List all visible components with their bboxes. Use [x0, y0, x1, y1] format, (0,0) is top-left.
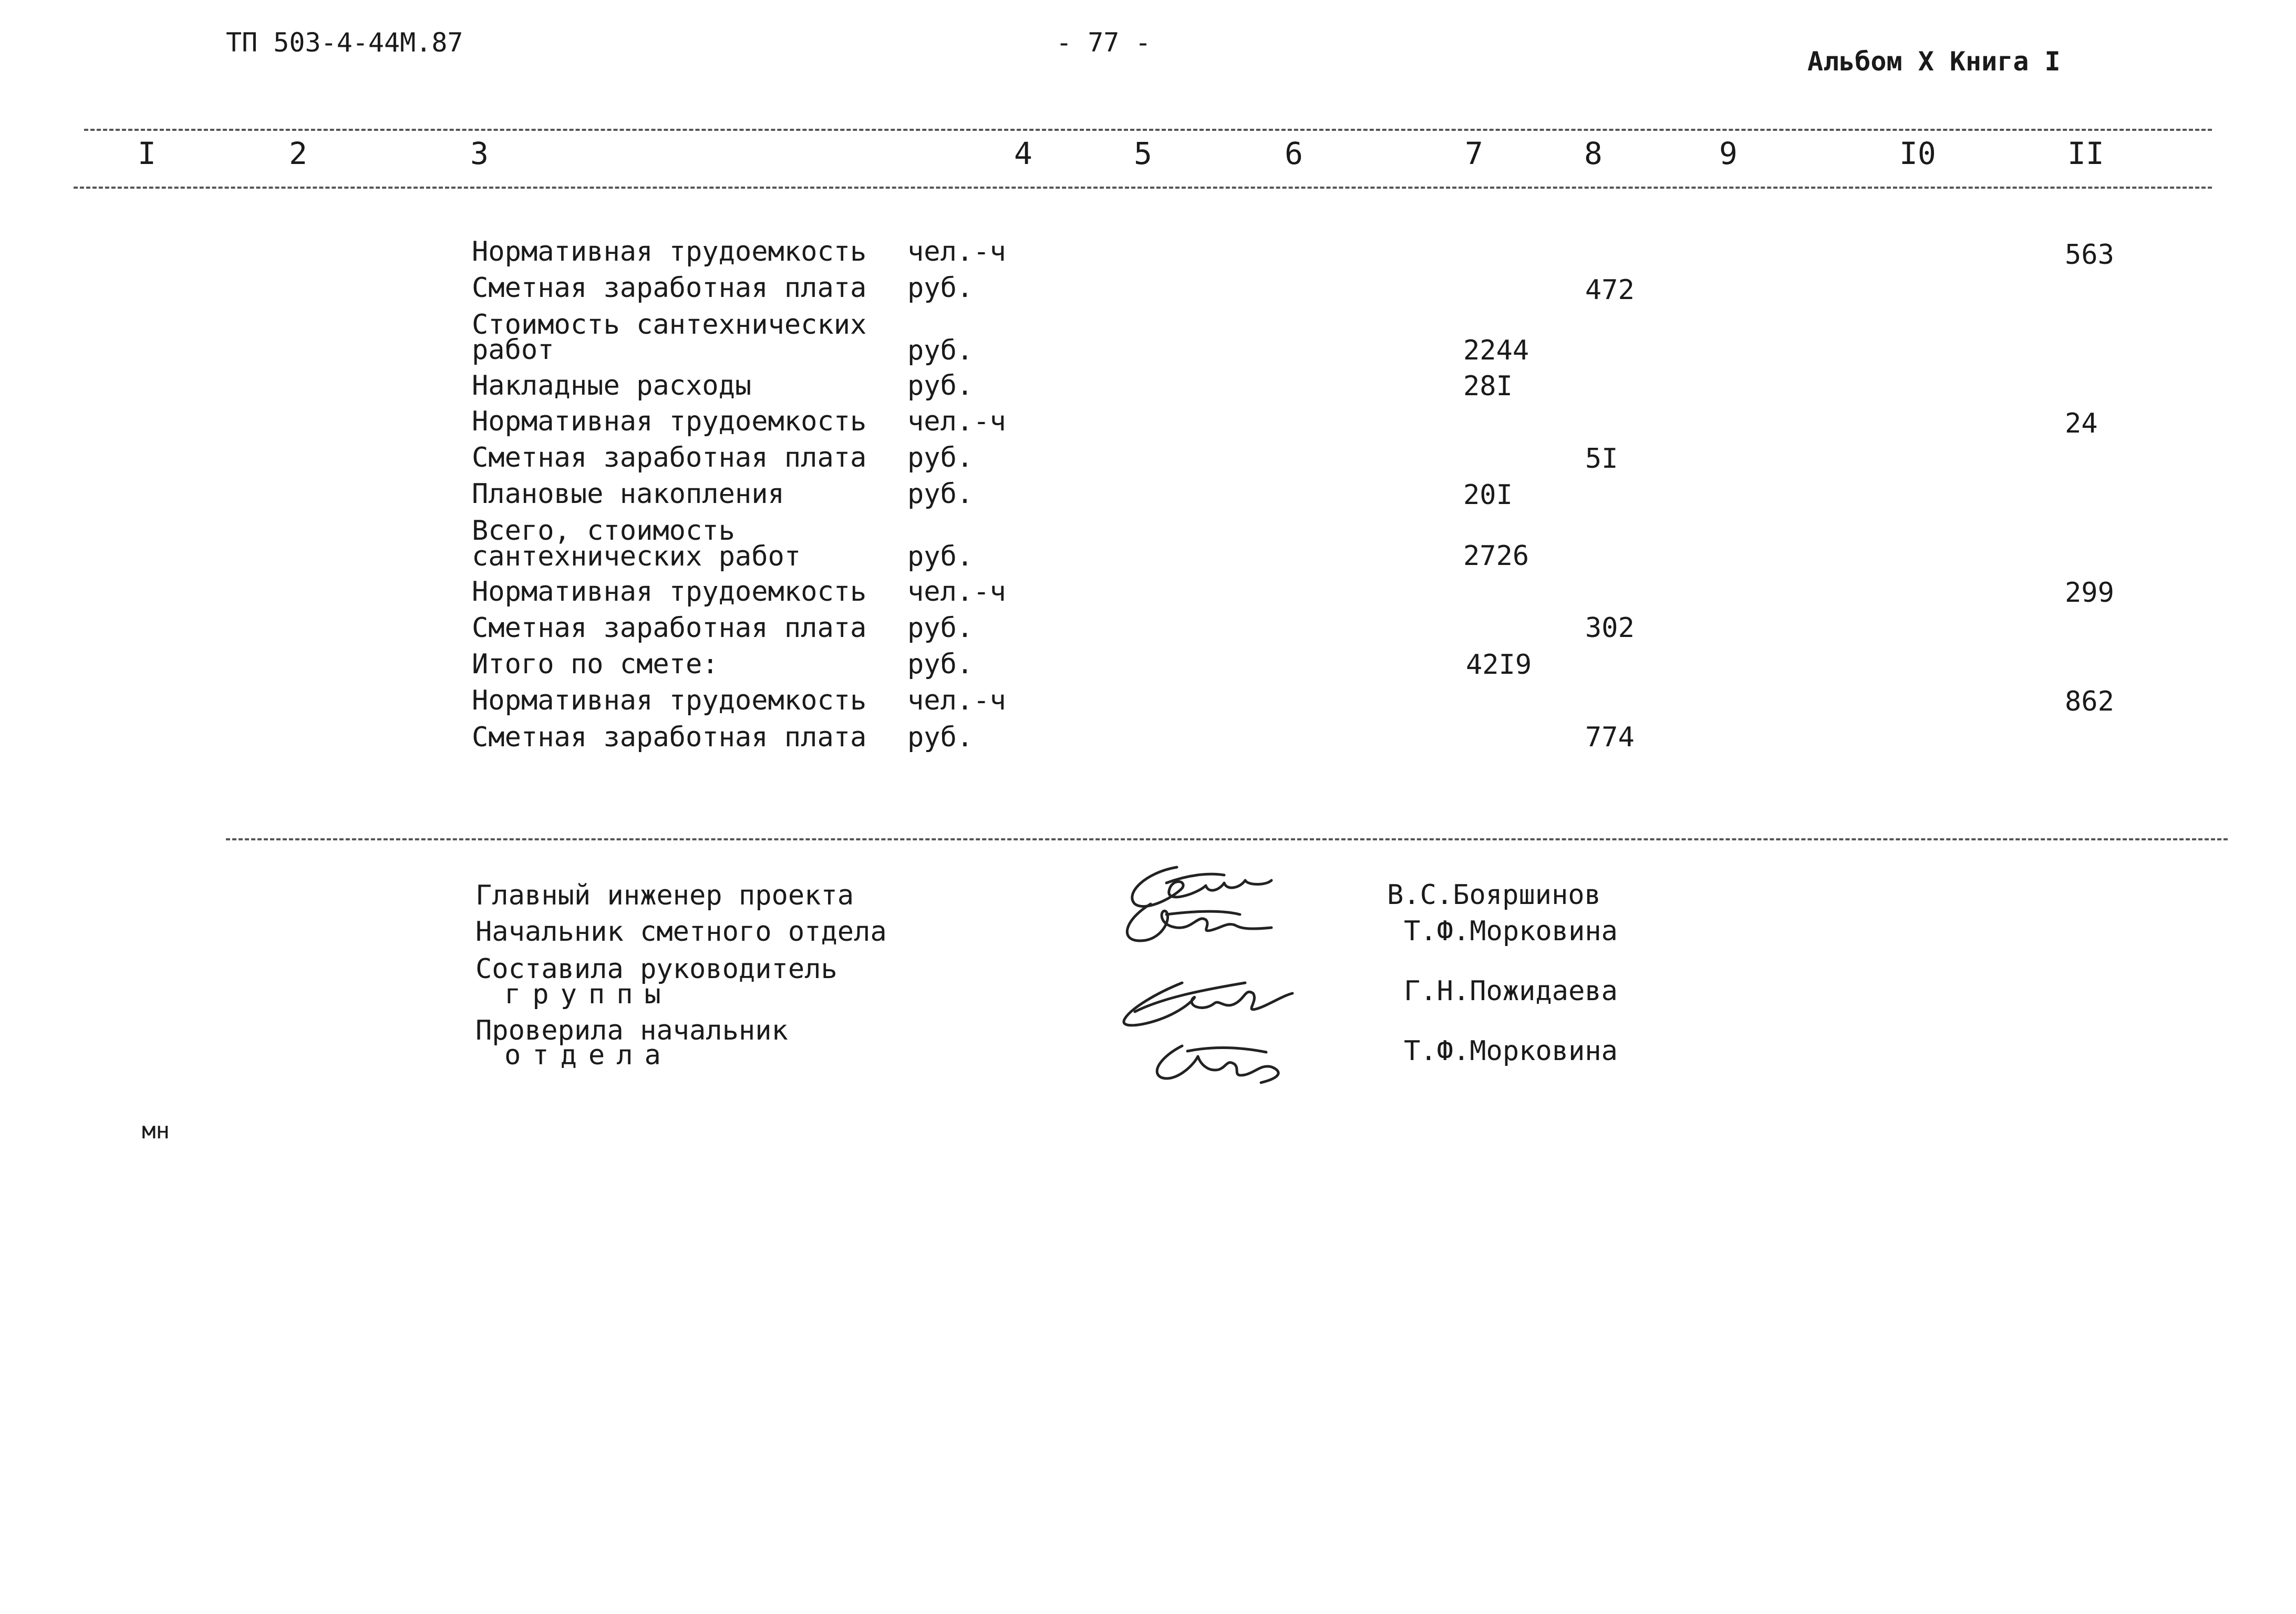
signatory-role: Проверила начальник	[475, 1015, 788, 1046]
row-unit: руб.	[907, 722, 974, 753]
signatory-role: Начальник сметного отдела	[475, 916, 887, 948]
column-number-7: 7	[1465, 136, 1483, 171]
column-number-10: I0	[1899, 136, 1936, 171]
row-unit: руб.	[907, 370, 974, 402]
page-number: - 77 -	[1056, 27, 1151, 58]
typist-mark: мн	[142, 1117, 170, 1144]
row-unit: руб.	[907, 335, 974, 366]
row-value-col11: 299	[2065, 577, 2114, 609]
row-name: Накладные расходы	[472, 370, 752, 402]
row-name: Сметная заработная плата	[472, 442, 867, 474]
row-value-col7: 2244	[1463, 335, 1529, 366]
row-value-col8: 774	[1585, 722, 1635, 753]
row-unit: руб.	[907, 649, 974, 680]
row-name: Сметная заработная плата	[472, 272, 867, 304]
column-number-4: 4	[1014, 136, 1032, 171]
row-unit: руб.	[907, 541, 974, 572]
row-name: Нормативная трудоемкость	[472, 236, 867, 268]
signatory-name: Т.Ф.Морковина	[1404, 916, 1618, 947]
row-name: Всего, стоимость	[472, 515, 735, 547]
row-name: Сметная заработная плата	[472, 722, 867, 753]
row-name: Нормативная трудоемкость	[472, 576, 867, 608]
row-name-continued: работ	[472, 334, 554, 366]
row-unit: чел.-ч	[907, 236, 1006, 268]
row-unit: руб.	[907, 478, 974, 510]
row-name: Стоимость сантехнических	[472, 309, 867, 341]
column-number-8: 8	[1584, 136, 1602, 171]
column-number-9: 9	[1719, 136, 1737, 171]
row-name: Сметная заработная плата	[472, 612, 867, 644]
column-number-5: 5	[1134, 136, 1152, 171]
column-number-2: 2	[289, 136, 307, 171]
signatory-role-continued: группы	[504, 979, 673, 1010]
column-number-1: I	[138, 136, 156, 171]
signatory-role: Составила руководитель	[475, 953, 837, 985]
row-unit: руб.	[907, 272, 974, 304]
row-value-col7: 28I	[1463, 371, 1513, 402]
row-name: Нормативная трудоемкость	[472, 406, 867, 437]
column-number-11: II	[2067, 136, 2104, 171]
row-unit: руб.	[907, 442, 974, 474]
row-name: Плановые накопления	[472, 478, 784, 510]
signatory-role: Главный инженер проекта	[475, 880, 854, 911]
row-value-col7: 42I9	[1466, 649, 1532, 681]
signatory-name: В.С.Бояршинов	[1387, 879, 1601, 911]
signatory-name: Г.Н.Пожидаева	[1404, 975, 1618, 1007]
row-name: Итого по смете:	[472, 649, 719, 680]
row-unit: чел.-ч	[907, 685, 1006, 716]
handwritten-signatures	[1114, 862, 1356, 1104]
album-label: Альбом X Книга I	[1807, 46, 2061, 77]
row-unit: чел.-ч	[907, 406, 1006, 437]
row-unit: чел.-ч	[907, 576, 1006, 608]
row-value-col11: 563	[2065, 239, 2114, 271]
row-value-col7: 2726	[1463, 540, 1529, 572]
row-value-col7: 20I	[1463, 479, 1513, 511]
table-header-bottom-rule	[74, 187, 2212, 189]
row-value-col11: 24	[2065, 408, 2098, 439]
row-value-col11: 862	[2065, 686, 2114, 717]
signature-separator-rule	[226, 838, 2228, 840]
row-name-continued: сантехнических работ	[472, 541, 801, 572]
document-code: ТП 503-4-44М.87	[226, 27, 463, 58]
signatory-role-continued: отдела	[504, 1040, 673, 1071]
column-number-6: 6	[1285, 136, 1303, 171]
column-number-3: 3	[470, 136, 489, 171]
row-unit: руб.	[907, 612, 974, 644]
row-name: Нормативная трудоемкость	[472, 685, 867, 716]
signatory-name: Т.Ф.Морковина	[1404, 1035, 1618, 1067]
row-value-col8: 302	[1585, 612, 1635, 644]
row-value-col8: 5I	[1585, 443, 1618, 475]
table-top-rule	[84, 129, 2212, 131]
row-value-col8: 472	[1585, 274, 1635, 306]
